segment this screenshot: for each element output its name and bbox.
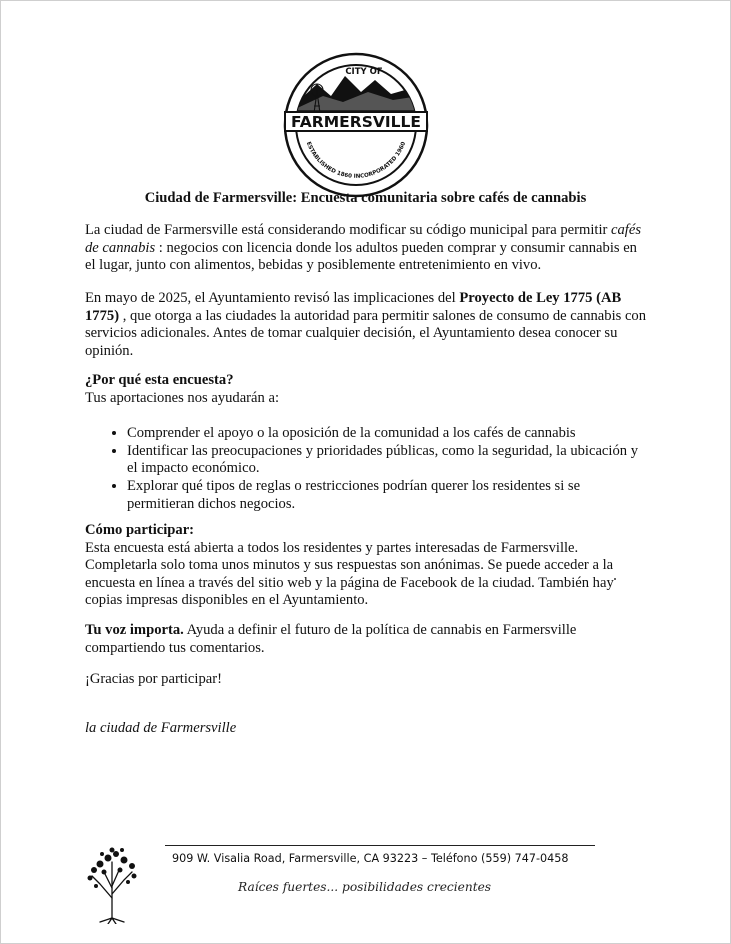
list-item: • Comprender el apoyo o la oposición de la comunidad a los cafés de cannabis [127,425,650,443]
cafes-emphasis: cafés de cannabis [85,222,642,256]
city-seal-logo [283,52,429,198]
how-text: Esta encuesta está abierta a todos los residentes y partes interesadas de Farmersville. Completarla solo toma unos minutos y sus respuestas son anónimas. Se puede acceder a la encuesta en línea a través del sitio web y la página de Facebook de la ciudad. También hay copias impresas disponibles en el Ayuntamiento. [85,539,614,609]
how-section [85,522,650,610]
how-heading: Cómo participar: [85,522,195,538]
thanks-text: ¡Gracias por participar! [85,671,222,687]
seal-city-name: FARMERSVILLE [291,113,421,131]
scan-speck [614,578,616,580]
why-bullets [85,425,650,513]
voice-bold: Tu voz importa. [85,622,184,638]
list-item: • Identificar las preocupaciones y prioridades públicas, como la seguridad, la ubicación y el impacto económico. [127,443,650,478]
intro-paragraph: La ciudad de Farmersville está considerando modificar su código municipal para permitir cafés de cannabis : negocios con licencia donde los adultos pueden comprar y consumir cannabis en el lugar, junto con alimentos, bebidas y posiblemente entretenimiento en vivo. [85,222,642,274]
page-title: Ciudad de Farmersville: Encuesta comunitaria sobre cafés de cannabis [144,190,587,206]
bill-name: Proyecto de Ley 1775 (AB 1775) [85,290,622,324]
footer-motto: Raíces fuertes... posibilidades crecientes [238,880,492,894]
list-item: • Explorar qué tipos de reglas o restricciones podrían querer los residentes si se permitieran dichos negocios. [127,478,650,513]
voice-paragraph: Tu voz importa. Ayuda a definir el futuro de la política de cannabis en Farmersville compartiendo tus comentarios. [85,622,577,656]
tree-logo-icon [82,842,142,924]
footer-address: 909 W. Visalia Road, Farmersville, CA 93223 – Teléfono (559) 747-0458 [172,852,569,865]
why-heading: ¿Por qué esta encuesta? [85,372,234,388]
signature: la ciudad de Farmersville [85,720,237,736]
why-section [85,372,650,513]
seal-ring-text: ESTABLISHED 1860 INCORPORATED 1960 [304,141,408,180]
why-lead: Tus aportaciones nos ayudarán a: [85,389,280,406]
context-paragraph: En mayo de 2025, el Ayuntamiento revisó las implicaciones del Proyecto de Ley 1775 (AB 1775) , que otorga a las ciudades la autoridad para permitir salones de consumo de cannabis con servicios adicionales. Antes de tomar cualquier decisión, el Ayuntamiento desea conocer su opinión. [85,290,647,359]
footer-rule [165,845,595,846]
seal-top-text: CITY OF [345,67,383,77]
